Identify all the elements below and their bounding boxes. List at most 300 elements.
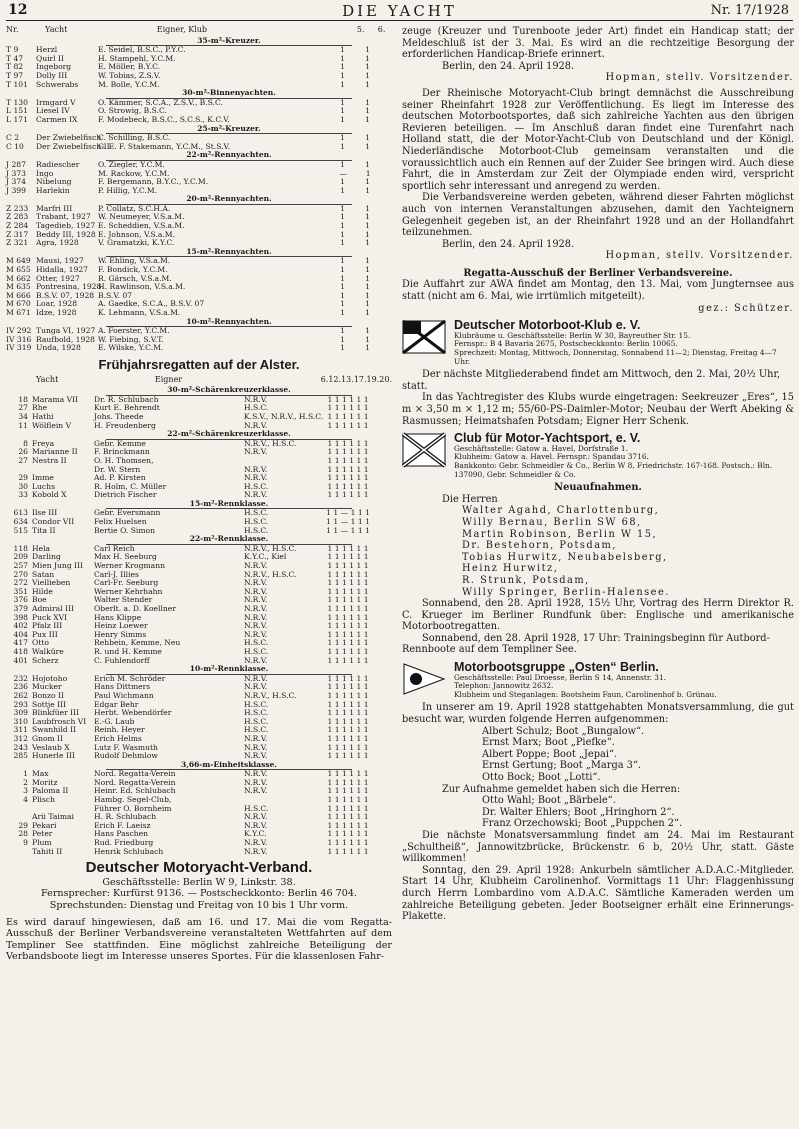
owner-club: O. Strowig, B.S.C.: [98, 106, 167, 116]
yacht-name: Swanhild II: [32, 725, 77, 735]
dmk-header: Deutscher Motorboot-Klub e. V. Klubräume u. Geschäftsstelle: Berlin W 30, Bayreuther Str. 15. Fernspr.: B 4 Bavaria 2675, Postscheckkonto: Berlin 10065. Sprechzeit: Montag, Mittwoch, Donnerstag, Sonnabend 11—2; Dienstag, Freitag 4—7 Uhr.: [402, 320, 794, 366]
results: 1 1 1 1 1 1: [327, 447, 369, 457]
table1-head: [6, 26, 392, 35]
sail-number: 272: [13, 578, 28, 588]
owner-name: Nord. Regatta-Verein: [94, 769, 176, 779]
result: 1: [365, 229, 370, 239]
club-name: N.R.V., H.S.C.: [244, 569, 297, 579]
club-name: N.R.V.: [244, 394, 268, 404]
owner-club: W. Fiebing, S.V.T.: [98, 334, 164, 344]
yacht-name: Walküre: [32, 646, 64, 656]
club-flag-icon: [402, 320, 446, 354]
list-item: R. Strunk, Potsdam,: [462, 574, 590, 586]
result: 1: [340, 282, 345, 292]
yacht-name: Peter: [32, 829, 53, 839]
yacht-name: Sottje III: [32, 699, 67, 709]
yacht-name: Marama VII: [32, 394, 79, 404]
owner-club: E. Wilske, Y.C.M.: [98, 343, 164, 353]
owner-club: A. Foerster, Y.C.M.: [98, 326, 170, 336]
owner-name: Paul Wichmann: [94, 690, 154, 700]
club-name: N.R.V.: [244, 464, 268, 474]
result: 1: [365, 265, 370, 275]
results: 1 1 1 1 1 1: [327, 690, 369, 700]
club-name: H.S.C.: [244, 708, 269, 718]
yacht-name: Irmgard V: [36, 97, 76, 107]
club-name: N.R.V.: [244, 846, 268, 856]
owner-club: H. Rawlinson, V.S.a.M.: [98, 282, 186, 292]
list-item: Willy Springer, Berlin-Halensee.: [462, 586, 670, 598]
sail-number: Z 284: [6, 221, 29, 231]
yacht-name: Hojotoho: [32, 673, 68, 683]
results: 1 1 1 1 1 1: [327, 699, 369, 709]
yacht-name: Idze, 1928: [36, 308, 77, 317]
yacht-name: Darling: [32, 552, 61, 562]
sail-number: 404: [13, 629, 28, 639]
results: 1 1 1 1 1 1: [327, 838, 369, 848]
owner-name: Lutz F. Wasmuth: [94, 742, 158, 752]
sail-number: 270: [13, 569, 28, 579]
owner-club: E. Johnson, V.S.a.M.: [98, 229, 176, 239]
owner-name: Herbt. Webendörfer: [94, 708, 172, 718]
sail-number: C 2: [6, 133, 20, 143]
list-item: Ernst Marx; Boot „Piefke“.: [482, 737, 615, 749]
result: 1: [340, 238, 345, 248]
yacht-name: Ilse III: [32, 508, 58, 518]
result: 1: [365, 62, 370, 72]
sail-number: 27: [18, 403, 28, 413]
owner-name: Rud. Friedburg: [94, 838, 154, 848]
yacht-name: Tunga VI, 1927: [36, 326, 96, 336]
osten-header: Motorbootsgruppe „Osten“ Berlin. Geschäftsstelle: Paul Droesse, Berlin S 14, Annenstr. 31. Telephon: Jannowitz 2632. Klubheim und Steganlagen: Bootsheim Faun, Carolinenhof b. Grünau.: [402, 662, 794, 699]
results: [330, 266, 380, 275]
results: [330, 336, 380, 345]
results: 1 1 1 1 1 1: [327, 621, 369, 631]
results: [330, 134, 380, 143]
owner-name: Werner Krogmann: [94, 561, 165, 571]
sail-number: 312: [13, 733, 28, 743]
results: 1 1 1 1 1 1: [327, 481, 369, 491]
yacht-name: Marfri III: [36, 203, 73, 213]
owner-name: Ad. P. Kirsten: [94, 473, 146, 483]
sail-number: 29: [18, 473, 28, 483]
owner-club: A. Gaedke, S.C.A., B.S.V. 07: [98, 299, 205, 309]
owner-club: E. Möller, B.Y.C.: [98, 62, 161, 72]
yacht-name: Schwerabs: [36, 79, 79, 89]
yacht-name: Nestra II: [32, 455, 67, 465]
club-name: N.R.V.: [244, 682, 268, 692]
owner-name: Reinh. Heyer: [94, 725, 145, 735]
sail-number: 3: [23, 786, 28, 796]
owner-name: Rudolf Dehmlow: [94, 751, 158, 761]
club-name: N.R.V.: [244, 777, 268, 787]
sail-number: 243: [13, 742, 28, 752]
sail-number: M 655: [6, 265, 31, 275]
result: 1: [365, 308, 370, 317]
date: 20.: [379, 374, 393, 384]
yacht-name: Pux III: [32, 629, 58, 639]
sail-number: L 151: [6, 106, 28, 116]
sail-number: M 666: [6, 290, 31, 300]
result: 1: [365, 203, 370, 213]
sail-number: C 10: [6, 141, 24, 151]
result: 1: [340, 97, 345, 107]
owner-name: Oberlt. a. D. Koellner: [94, 604, 176, 613]
results: [330, 231, 380, 240]
sail-number: 118: [13, 543, 28, 553]
owner-name: Dr. W. Stern: [94, 464, 141, 474]
owner-name: Max H. Seeburg: [94, 552, 157, 562]
sail-number: 29: [18, 820, 28, 830]
owner-club: O. Kämmer, S.C.A., Z.S.V., B.S.C.: [98, 97, 223, 107]
club-name: N.R.V.: [244, 420, 268, 430]
result: 1: [340, 53, 345, 63]
club-name: H.S.C.: [244, 508, 269, 518]
results: [330, 222, 380, 231]
result: 1: [365, 159, 370, 169]
owner-name: Erich M. Schröder: [94, 673, 166, 683]
results: 1 1 1 1 1 1: [327, 490, 369, 500]
col-yacht: Yacht: [45, 25, 68, 34]
owner-club: E. Scheddien, V.S.a.M.: [98, 221, 185, 231]
result: 1: [340, 212, 345, 222]
results: 1 1 1 1 1 1: [327, 777, 369, 787]
owner-name: Dietrich Fischer: [94, 490, 157, 500]
owner-club: K. Lehmann, V.S.a.M.: [98, 308, 181, 317]
yacht-name: Pekari: [32, 820, 57, 830]
club-name: N.R.V.: [244, 751, 268, 761]
sail-number: 33: [18, 490, 28, 500]
handicap-para: zeuge (Kreuzer und Turenboote jeder Art) findet ein Handicap statt; der Meldeschluß ist der 3. Mai. Es wird an die rechtzeitige Besorgung der erforderlichen Handicap-Briefe erinnert.: [402, 26, 794, 61]
sail-number: 8: [23, 438, 28, 448]
yacht-name: Moritz: [32, 777, 58, 787]
result: 1: [340, 62, 345, 72]
list-item: Ernst Gertung; Boot „Marga 3“.: [482, 760, 642, 772]
yacht-name: B.S.V. 07, 1928: [36, 290, 95, 300]
club-name: H.S.C.: [244, 646, 269, 656]
sail-number: 1: [23, 769, 28, 779]
yacht-name: Wölflein V: [32, 420, 72, 430]
result: 1: [365, 177, 370, 187]
sail-number: 613: [13, 508, 28, 518]
club-name: N.R.V.: [244, 673, 268, 683]
result: 1: [340, 273, 345, 283]
results: 1 1 1 1 1 1: [327, 473, 369, 483]
sail-number: 34: [18, 411, 28, 421]
club-name: N.R.V.: [244, 820, 268, 830]
date: 12.: [328, 374, 342, 384]
yacht-name: Tahiti II: [32, 846, 63, 856]
col-owner: Eigner, Klub: [156, 25, 207, 34]
results: 1 1 1 1 1 1: [327, 751, 369, 761]
owner-name: C. Fuhlendorff: [94, 655, 150, 665]
date: 19.: [366, 374, 380, 384]
results: [330, 63, 380, 72]
sail-number: 2: [23, 777, 28, 787]
yacht-name: Agra, 1928: [36, 238, 79, 248]
yacht-name: Luchs: [32, 481, 55, 491]
owner-name: Hans Klippe: [94, 612, 142, 622]
results: 1 1 1 1 1 1: [327, 586, 369, 596]
results: [330, 107, 380, 116]
sail-number: M 649: [6, 256, 31, 266]
result: 1: [340, 229, 345, 239]
owner-club: G. E. F. Stakemann, Y.C.M., St.S.V.: [98, 141, 231, 151]
yacht-name: Raufbold, 1928: [36, 334, 95, 344]
page-header: [0, 0, 799, 22]
owner-name: Carl-J. Illies: [94, 569, 139, 579]
results: [330, 170, 380, 179]
result: 1: [365, 238, 370, 248]
owner-club: W. Neumeyer, V.S.a.M.: [98, 212, 185, 222]
results: [330, 239, 380, 248]
sail-number: 515: [13, 525, 28, 535]
club-name: N.R.V.: [244, 742, 268, 752]
results: 1 1 1 1 1 1: [327, 708, 369, 718]
results: 1 1 1 1 1 1: [327, 420, 369, 430]
yacht-name: Nibelung: [36, 177, 72, 187]
sail-number: T 9: [6, 45, 19, 55]
owner-name: Johs. Theede: [94, 411, 144, 421]
sail-number: 634: [13, 517, 28, 527]
yacht-name: Carmen IX: [36, 114, 78, 124]
sail-number: IV 316: [6, 334, 32, 344]
yacht-name: Plum: [32, 838, 52, 848]
owner-club: C. Schilling, B.S.C.: [98, 133, 171, 143]
class-heading: 20-m²-Rennyachten.: [106, 195, 352, 205]
club-name: N.R.V.: [244, 655, 268, 665]
result: 1: [365, 141, 370, 151]
yacht-name: Imme: [32, 473, 54, 483]
results: 1 1 1 1 1 1: [327, 673, 369, 683]
result: 1: [340, 159, 345, 169]
yacht-name: Viellieben: [32, 578, 71, 588]
alster-title: Frühjahrsregatten auf der Alster.: [98, 356, 300, 372]
yacht-name: Trabant, 1927: [36, 212, 91, 222]
results: 1 1 1 1 1 1: [327, 438, 369, 448]
club-name: N.R.V., H.S.C.: [244, 690, 297, 700]
yacht-name: Dolly III: [36, 70, 68, 80]
yacht-name: Laubfrosch VI: [32, 716, 87, 726]
owner-club: R. Gärsch, V.S.a.M.: [98, 273, 172, 283]
club-name: N.R.V.: [244, 629, 268, 639]
owner-name: Carl-Fr. Seeburg: [94, 578, 159, 588]
class-heading: 10-m²-Rennyachten.: [106, 318, 352, 328]
sail-number: 232: [13, 673, 28, 683]
club-flag-icon: [402, 433, 446, 467]
yacht-name: Arii Taimai: [32, 812, 74, 822]
yacht-name: Paloma II: [32, 786, 69, 796]
sail-number: Z 233: [6, 203, 29, 213]
table-row: [6, 848, 392, 857]
osten-name: Motorbootsgruppe „Osten“ Berlin.: [454, 660, 659, 675]
results: 1 1 1 1 1 1: [327, 786, 369, 796]
accepted-members-list: [402, 726, 794, 784]
yacht-name: Condor VII: [32, 517, 75, 527]
yacht-name: Loar, 1928: [36, 299, 78, 309]
list-item: Otto Wahl; Boot „Bärbele“.: [482, 795, 616, 807]
results: [330, 309, 380, 318]
results: 1 1 1 1 1 1: [327, 795, 369, 805]
results: 1 1 1 1 1 1: [327, 403, 369, 413]
results: 1 1 1 1 1 1: [327, 646, 369, 656]
owner-name: Gebr. Kemme: [94, 438, 146, 448]
club-name: K.S.V., N.R.V., H.S.C.: [244, 411, 324, 421]
yacht-name: Ingo: [36, 168, 54, 178]
yacht-name: Otter, 1927: [36, 273, 80, 283]
dmk-name: Deutscher Motorboot-Klub e. V.: [454, 318, 641, 333]
class-heading: 15-m²-Rennyachten.: [106, 248, 352, 258]
result: 1: [365, 299, 370, 309]
owner-name: R. Holm, C. Müller: [94, 481, 167, 491]
yacht-name: Pfalz III: [32, 621, 63, 631]
table-row: [6, 344, 392, 353]
results: [330, 178, 380, 187]
result: 1: [340, 343, 345, 353]
owner-name: Heinr. Ed. Schlubach: [94, 786, 176, 796]
yacht-name: Tagedieb, 1927: [36, 221, 96, 231]
owner-name: Bertie O. Simon: [94, 525, 155, 535]
results: 1 1 1 1 1 1: [327, 820, 369, 830]
results: [330, 257, 380, 266]
results: 1 1 1 1 1 1: [327, 394, 369, 404]
result: 1: [340, 79, 345, 89]
yacht-name: Otto: [32, 638, 49, 648]
alster-dates: [321, 376, 392, 385]
club-name: N.R.V.: [244, 447, 268, 457]
owner-name: F. Brinckmann: [94, 447, 150, 457]
yacht-name: Kobold X: [32, 490, 67, 500]
sail-number: T 82: [6, 62, 24, 72]
owner-club: B.S.V. 07: [98, 290, 132, 300]
results: [330, 81, 380, 90]
club-name: N.R.V.: [244, 733, 268, 743]
club-name: H.S.C.: [244, 517, 269, 527]
sail-number: M 671: [6, 308, 31, 317]
sail-number: 402: [13, 621, 28, 631]
sail-number: 236: [13, 682, 28, 692]
sail-number: J 399: [6, 185, 26, 195]
owner-name: Felix Huelsen: [94, 517, 147, 527]
sail-number: 379: [13, 604, 28, 613]
alster-head: Yacht Eigner 6. 12. 13. 17. 19. 20.: [36, 374, 393, 384]
club-name: H.S.C.: [244, 699, 269, 709]
owner-club: P. Hillig, Y.C.M.: [98, 185, 158, 195]
results: 1 1 1 1 1 1: [327, 543, 369, 553]
club-name: K.Y.C.: [244, 829, 267, 839]
owner-club: F. Modebeck, B.S.C., S.C.S., K.C.V.: [98, 114, 230, 124]
owner-name: Werner Kehrhahn: [94, 586, 163, 596]
yacht-name: Der Zwiebelfisch II: [36, 141, 110, 151]
class-heading: 22-m²-Rennyachten.: [106, 151, 352, 161]
signature-hopman: Hopman, stellv. Vorsitzender.: [605, 72, 794, 84]
list-item: Otto Bock; Boot „Lotti“.: [482, 772, 601, 783]
club-pennant-icon: [402, 662, 446, 696]
result: 1: [340, 106, 345, 116]
club-name: N.R.V.: [244, 604, 268, 613]
results: [330, 99, 380, 108]
sail-number: 28: [18, 829, 28, 839]
result: 1: [340, 265, 345, 275]
sail-number: J 373: [6, 168, 26, 178]
result: 1: [340, 221, 345, 231]
club-name: N.R.V.: [244, 561, 268, 571]
result: 1: [340, 141, 345, 151]
sail-number: M 670: [6, 299, 31, 309]
result: 1: [365, 290, 370, 300]
result: 1: [365, 343, 370, 353]
date: 6.: [320, 374, 329, 384]
sail-number: 9: [23, 838, 28, 848]
sail-number: L 171: [6, 114, 28, 124]
club-name: N.R.V.: [244, 612, 268, 622]
result: 1: [340, 177, 345, 187]
result: 1: [365, 53, 370, 63]
class-heading: 25-m²-Kreuzer.: [106, 125, 352, 135]
class-heading: 35-m²-Kreuzer.: [106, 37, 352, 47]
sail-number: Z 317: [6, 229, 29, 239]
sail-number: 18: [18, 394, 28, 404]
right-column: zeuge (Kreuzer und Turenboote jeder Art) findet ein Handicap statt; der Meldeschluß ist der 3. Mai. Es wird an die rechtzeitige Besorgung der erforderlichen Handicap-Briefe erinnert. Berlin, den 24. April 1928. Hopman, stellv. Vorsitzender. Der Rheinische Motoryacht-Club bringt demnächst die Ausschreibung seiner Rheinfahrt 1928 zur Veröffentlichung. Es liegt im Interesse des deutschen Motorbootsportes, daß sich zahlreiche Yachten aus den übrigen Revieren beteiligen. — Im Anschluß daran findet eine Turenfahrt nach Holland statt, die der Motor-Yacht-Club von Deutschland und der Königl. Niederländische Motorboot-Club gemeinsam veranstalten und die voraussichtlich auch ein Rennen auf der Zuider See bringen wird. Auch diese Fahrt, die in Amsterdam zur Zeit der Olympiade enden wird, verspricht sportlich sehr interessant und anregend zu werden. Die Verbandsvereine werden gebeten, während dieser Fahrten möglichst auch von internen Veranstaltungen abzusehen, damit den Yachteignern Gelegenheit gegeben ist, an der Rheinfahrt 1928 und an der Hollandfahrt teilzunehmen. Berlin, den 24. April 1928. Hopman, stellv. Vorsitzender. Regatta-Ausschuß der Berliner Verbandsvereine. Die Auffahrt zur AWA findet am Montag, den 13. Mai, vom Jungternsee aus statt (nicht am 6. Mai, wie irrtümlich mitgeteilt). gez.: Schützer. Deutscher Motorboot-Klub e. V. Klubräume u. Geschäftsstelle: Berlin W 30, Bayreuther Str. 15. Fernspr.: B 4 Bavaria 2675, Postscheckkonto: Berlin 10065. Sprechzeit: Montag, Mittwoch, Donnerstag, Sonnabend 11—2; Dienstag, Freitag 4—7 Uhr. Der nächste Mitgliederabend findet am Mittwoch, den 2. Mai, 20½ Uhr, statt. In das Yachtregister des Klubs wurde eingetragen: Seekreuzer „Eres“, 15 m × 3,50 m × 1,12 m; 55/60-PS-Daimler-Motor; Neubau der Werft Abeking & Rasmussen; Heimatshafen Potsdam; Eigner Herr Schenk. Club für Motor-Yachtsport, e. V. Geschäftsstelle: Gatow a. Havel, Dorfstraße 1. Klubheim: Gatow a. Havel. Fernspr.: Spandau 3716. Bankkonto: Gebr. Schmeidler & Co., Berlin W 8, Friedrichstr. 167-168. Postsch.: Bln. 137090, Gebr. Schmeidler & Co. Neuaufnahmen. Die Herren Walter Agahd, Charlottenburg, Willy Bernau, Berlin SW 68, Martin Robinson, Berlin W 15, Dr. Bestehorn, Potsdam, Tobias Hurwitz, Neubabelsberg, Heinz Hurwitz, R. Strunk, Potsdam, Willy Springer, Berlin-Halensee. Sonnabend, den 28. April 1928, 15½ Uhr, Vortrag des Herrn Direktor R. C. Krueger im Berliner Rundfunk über: Englische und amerikanische Motorbootregatten. Sonnabend, den 28. April 1928, 17 Uhr: Trainingsbeginn für Autbord-Rennboote auf dem Templiner See. Motorbootsgruppe „Osten“ Berlin. Geschäftsstelle: Paul Droesse, Berlin S 14, Annenstr. 31. Telephon: Jannowitz 2632. Klubheim und Steganlagen: Bootsheim Faun, Carolinenhof b. Grünau. In unserer am 19. April 1928 stattgehabten Monatsversammlung, die gut besucht war, wurden folgende Herren aufgenommen: Albert Schulz; Boot „Bungalow“. Ernst Marx; Boot „Piefke“. Albert Poppe; Boot „Jepai“. Ernst Gertung; Boot „Marga 3“. Otto Bock; Boot „Lotti“. Zur Aufnahme gemeldet haben sich die Herren: Otto Wahl; Boot „Bärbele“. Dr. Walter Ehlers; Boot „Hringhorn 2“. Franz Orzechowski; Boot „Puppchen 2“. Die nächste Monatsversammlung findet am 24. Mai im Restaurant „Schultheiß“, Jannowitzbrücke, Brückenstr. 6 b, 20½ Uhr, statt. Gäste willkommen! Sonntag, den 29. April 1928: Ankurbeln sämtlicher A.D.A.C.-Mitglieder. Start 14 Uhr, Klubheim Carolinenhof. Vormittags 11 Uhr: Flaggenhissung durch Herrn Lombardino vom A.D.A.C. Sämtliche Kameraden werden um zahlreiche Beteiligung gebeten. Jeder Bootseigner erhält eine Erinnerungs-Plakette.: [402, 26, 794, 923]
verband-title: Deutscher Motoryacht-Verband.: [85, 859, 313, 877]
results: 1 1 — 1 1 1: [326, 517, 370, 527]
owner-name: Walter Stender: [94, 595, 153, 605]
results: [330, 300, 380, 309]
sail-number: 351: [13, 586, 28, 596]
results: 1 1 1 1 1 1: [327, 716, 369, 726]
results: 1 1 1 1 1 1: [327, 411, 369, 421]
results: [330, 72, 380, 81]
yacht-name: Harlekin: [36, 185, 70, 195]
page-number: 12: [8, 2, 28, 18]
club-name: H.S.C.: [244, 638, 269, 648]
results: 1 1 1 1 1 1: [327, 612, 369, 622]
club-name: H.S.C.: [244, 716, 269, 726]
owner-club: V. Gramatzki, K.Y.C.: [98, 238, 175, 248]
list-item: Walter Agahd, Charlottenburg,: [462, 505, 660, 517]
club-name: H.S.C.: [244, 803, 269, 813]
sail-number: T 47: [6, 53, 24, 63]
sail-number: 209: [13, 552, 28, 562]
class-heading: 30-m²-Binnenyachten.: [106, 89, 352, 99]
result: 1: [365, 133, 370, 143]
result: 1: [365, 212, 370, 222]
results: 1 1 1 1 1 1: [327, 769, 369, 779]
result: 1: [365, 168, 371, 178]
sail-number: 309: [13, 708, 28, 718]
sail-number: 30: [18, 481, 28, 491]
cmy-header: Club für Motor-Yachtsport, e. V. Geschäftsstelle: Gatow a. Havel, Dorfstraße 1. Klubheim: Gatow a. Havel. Fernspr.: Spandau 3716. Bankkonto: Gebr. Schmeidler & Co., Berlin W 8, Friedrichstr. 167-168. Postsch.: Bln. 137090, Gebr. Schmeidler & Co.: [402, 433, 794, 479]
result: 1: [365, 70, 370, 80]
results: 1 1 1 1 1 1: [327, 569, 369, 579]
owner-club: P. Collatz, S.C.H.A.: [98, 203, 171, 213]
result: 1: [340, 290, 345, 300]
owner-name: Erich F. Laeisz: [94, 820, 151, 830]
yacht-name: Radiescher: [36, 159, 80, 169]
club-name: H.S.C.: [244, 725, 269, 735]
results: 1 1 — 1 1 1: [326, 525, 370, 535]
results: 1 1 1 1 1 1: [327, 604, 369, 613]
yacht-name: Hela: [32, 543, 51, 553]
sail-number: 26: [18, 447, 28, 457]
list-item: Martin Robinson, Berlin W 15,: [462, 528, 658, 540]
race-entries-table: [6, 37, 392, 353]
sail-number: 398: [13, 612, 28, 622]
rheinfahrt-para: Der Rheinische Motoryacht-Club bringt demnächst die Ausschreibung seiner Rheinfahrt 1928 zur Veröffentlichung. Es liegt im Interesse des deutschen Motorbootsportes, daß sich zahlreiche Yachten aus den übrigen Revieren beteiligen. — Im Anschluß daran findet eine Turenfahrt nach Holland statt, die der Motor-Yacht-Club von Deutschland und der Königl. Niederländische Motorboot-Club gemeinsam veranstalten und die voraussichtlich auch ein Rennen auf der Zuider See bringen wird. Auch diese Fahrt, die in Amsterdam zur Zeit der Olympiade enden wird, verspricht sportlich sehr interessant und anregend zu werden.: [402, 87, 794, 192]
results: 1 1 1 1 1 1: [327, 742, 369, 752]
owner-name: Gebr. Eversmann: [94, 508, 161, 518]
result: —: [339, 168, 347, 178]
yacht-name: Beddy III, 1928: [36, 229, 96, 239]
